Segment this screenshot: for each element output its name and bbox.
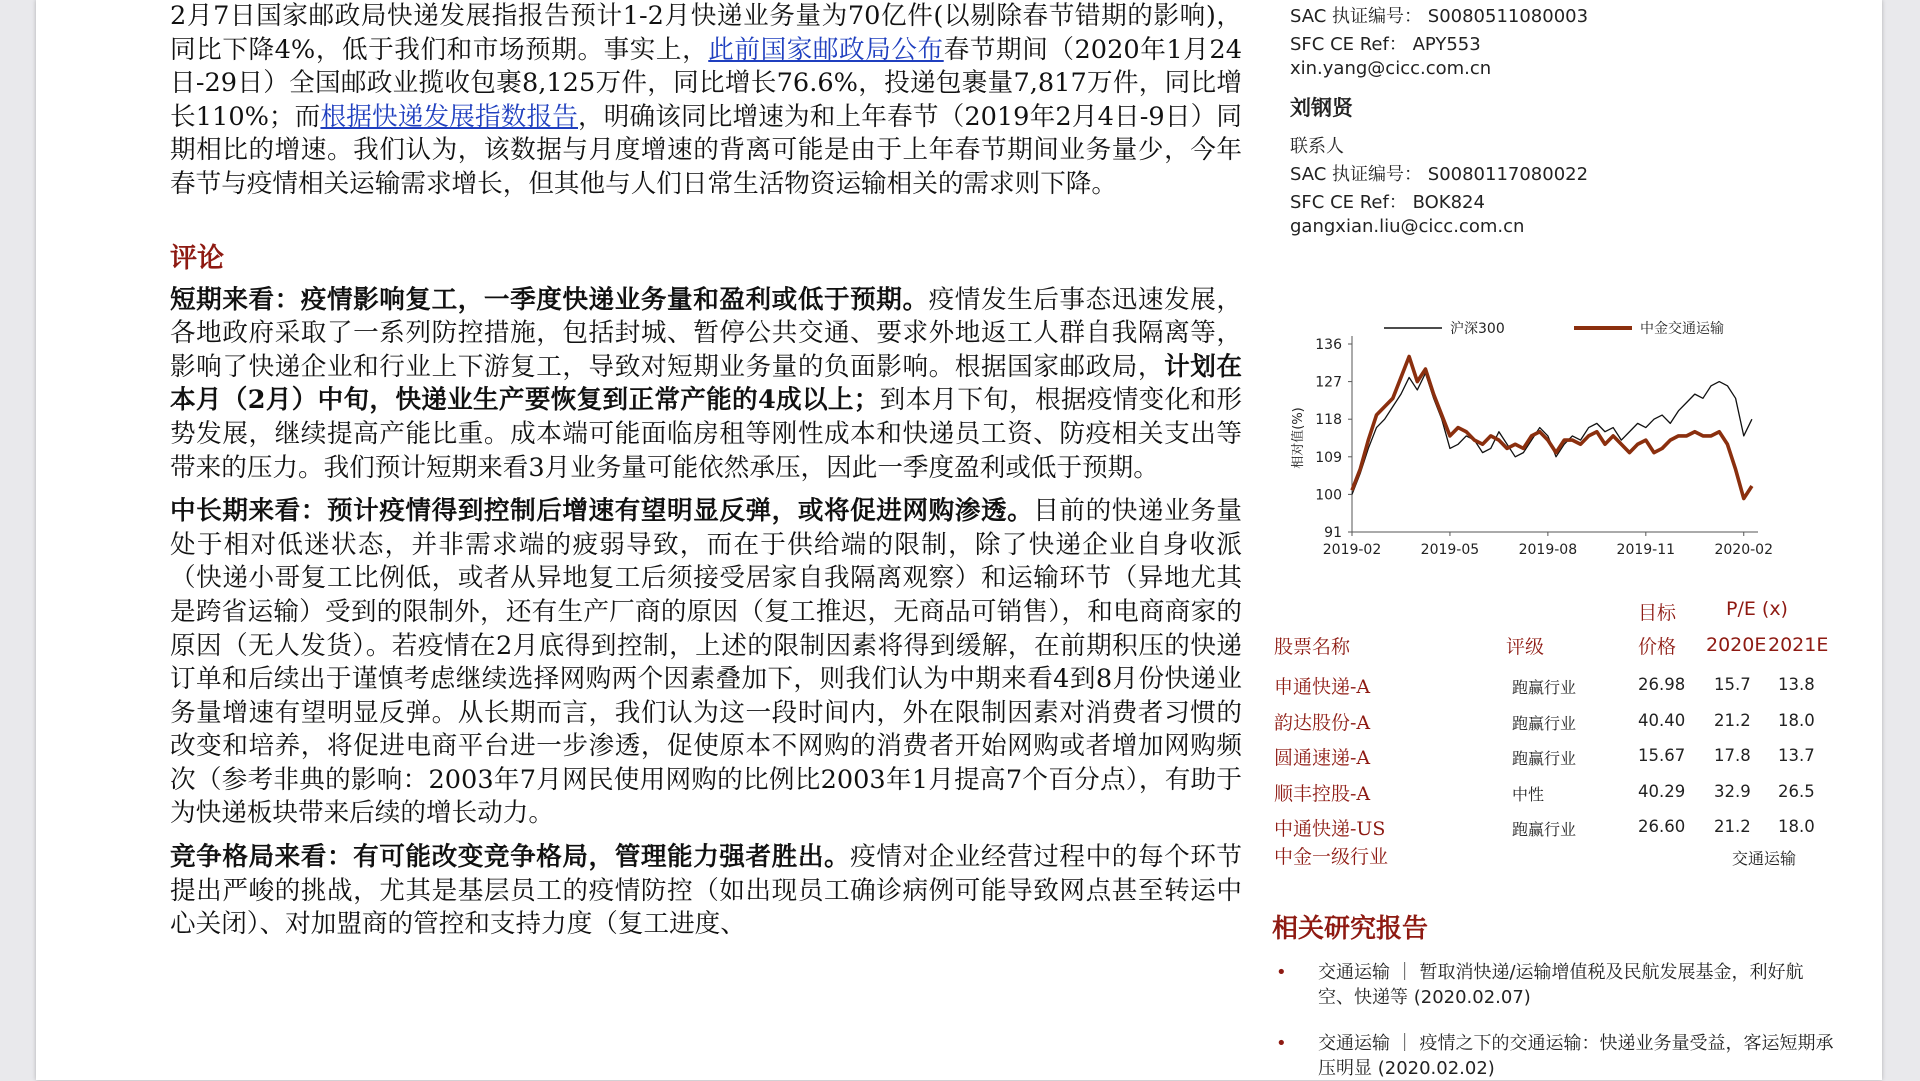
short-term-paragraph	[170, 284, 1242, 486]
cell-rating: 跑赢行业	[1512, 713, 1577, 733]
y-tick-label: 118	[1315, 412, 1342, 429]
header-target: 目标	[1638, 602, 1677, 624]
col-2021e: 2021E	[1768, 634, 1829, 656]
cell-rating: 跑赢行业	[1512, 820, 1577, 839]
short-term-lead: 短期来看：疫情影响复工，一季度快递业务量和盈利或低于预期。	[170, 284, 929, 315]
report-page	[36, 0, 1882, 1080]
intro-text-3: ，明确该同比增速为和上年春节（2019年2月4日-9日）同期相比的增速。我们认为，该数据与月度增速的背离可能是由于上年春节期间业务量少，今年春节与疫情相关运输需求增长，但其他与人们日常生活物资运输相关的需求则下降。	[170, 101, 1242, 199]
cell-pe2020: 32.9	[1714, 781, 1751, 801]
cell-rating: 中性	[1512, 784, 1545, 804]
short-term-text-1: 疫情发生后事态迅速发展，各地政府采取了一系列防控措施，包括封城、暂停公共交通、要求外地返工人群自我隔离等，影响了快递企业和行业上下游复工，导致对短期业务量的负面影响。根据国家邮政局，	[170, 284, 1242, 382]
industry-value: 交通运输	[1732, 849, 1797, 868]
link-post-office-announcement[interactable]: 此前国家邮政局公布	[708, 34, 944, 65]
industry-label: 中金一级行业	[1274, 846, 1389, 868]
x-tick-label: 2020-02	[1714, 542, 1773, 558]
x-tick-label: 2019-05	[1420, 542, 1480, 558]
cell-price: 26.60	[1638, 817, 1686, 836]
bullet-icon: •	[1276, 962, 1287, 983]
cell-name[interactable]: 圆通速递-A	[1274, 747, 1371, 769]
y-axis-label: 相对值(%)	[1291, 407, 1306, 469]
analyst1-sfc: SFC CE Ref： APY553	[1290, 34, 1481, 55]
y-tick-label: 136	[1315, 337, 1342, 353]
legend-label: 中金交通运输	[1640, 321, 1724, 337]
cell-price: 40.40	[1638, 710, 1686, 730]
y-tick-label: 91	[1324, 525, 1342, 541]
table-row	[1272, 779, 1832, 809]
competition-paragraph	[170, 841, 1242, 942]
cell-pe2020: 21.2	[1714, 817, 1751, 836]
legend-label: 沪深300	[1450, 321, 1505, 337]
x-tick-label: 2019-02	[1322, 542, 1382, 558]
analyst1-sac: SAC 执证编号： S0080511080003	[1290, 6, 1589, 27]
competition-lead: 竞争格局来看：有可能改变竞争格局，管理能力强者胜出。	[170, 842, 851, 873]
y-tick-label: 100	[1315, 487, 1342, 504]
cell-price: 15.67	[1638, 746, 1686, 765]
cell-pe2021: 18.0	[1778, 710, 1815, 730]
analyst1-email[interactable]: xin.yang@cicc.com.cn	[1290, 58, 1492, 79]
intro-paragraph	[170, 0, 1242, 202]
mid-long-term-lead: 中长期来看：预计疫情得到控制后增速有望明显反弹，或将促进网购渗透。	[170, 496, 1034, 527]
related-report-item[interactable]	[1276, 1031, 1836, 1081]
mid-long-term-text: 目前的快递业务量处于相对低迷状态，并非需求端的疲弱导致，而在于供给端的限制，除了快递企业自身收派（快递小哥复工比例低，或者从异地复工后须接受居家自我隔离观察）和运输环节（异地尤其是跨省运输）受到的限制外，还有生产厂商的原因（复工推迟，无商品可销售），和电商商家的原因（无人发货）。若疫情在2月底得到控制，上述的限制因素将得到缓解，在前期积压的快递订单和后续出于谨慎考虑继续选择网购两个因素叠加下，则我们认为中期来看4到8月份快递业务量增速有望明显反弹。从长期而言，我们认为这一段时间内，外在限制因素对消费者习惯的改变和培养，将促进电商平台进一步渗透，促使原本不网购的消费者开始网购或者增加网购频次（参考非典的影响：2003年7月网民使用网购的比例比2003年1月提高7个百分点），有助于为快递板块带来后续的增长动力。	[170, 496, 1242, 829]
cell-pe2020: 17.8	[1714, 746, 1751, 765]
cell-pe2020: 21.2	[1714, 710, 1751, 730]
related-report-text: 交通运输 ｜ 暂取消快递/运输增值税及民航发展基金，利好航空、快递等 (2020.02.07)	[1318, 962, 1804, 1008]
cell-pe2020: 15.7	[1714, 675, 1751, 694]
header-pe: P/E (x)	[1726, 598, 1788, 620]
x-tick-label: 2019-11	[1616, 542, 1676, 558]
short-term-text-2: 到本月下旬，根据疫情变化和形势发展，继续提高产能比重。成本端可能面临房租等刚性成本和快递员工资、防疫相关支出等带来的压力。我们预计短期来看3月业务量可能依然承压，因此一季度盈利或低于预期。	[170, 385, 1242, 483]
cell-rating: 跑赢行业	[1512, 749, 1577, 768]
related-reports-title: 相关研究报告	[1272, 914, 1429, 944]
intro-text-2: 春节期间（2020年1月24日-29日）全国邮政业揽收包裹8,125万件，同比增长76.6%，投递包裹量7,817万件，同比增长110%；而	[170, 34, 1242, 132]
cell-pe2021: 13.8	[1778, 675, 1815, 694]
table-row	[1272, 708, 1832, 738]
table-row	[1272, 743, 1832, 773]
cell-pe2021: 13.7	[1778, 746, 1815, 765]
analyst2-sfc: SFC CE Ref： BOK824	[1290, 192, 1485, 213]
performance-chart	[1254, 312, 1834, 574]
cell-name[interactable]: 顺丰控股-A	[1274, 782, 1371, 805]
short-term-bold-2: 计划在本月（2月）中旬，快递业生产要恢复到正常产能的4成以上；	[170, 351, 1242, 416]
table-row	[1272, 672, 1832, 702]
related-report-item[interactable]	[1276, 960, 1836, 1010]
col-rating: 评级	[1506, 636, 1545, 658]
section-heading-comment: 评论	[170, 242, 224, 274]
table-row	[1272, 814, 1832, 844]
col-2020e: 2020E	[1706, 634, 1767, 656]
y-tick-label: 109	[1315, 449, 1342, 466]
cell-name[interactable]: 中通快递-US	[1274, 818, 1386, 840]
cell-name[interactable]: 申通快递-A	[1274, 676, 1371, 698]
performance-chart-svg	[1254, 312, 1834, 574]
related-report-text: 交通运输 ｜ 疫情之下的交通运输：快递业务量受益，客运短期承压明显 (2020.02.02)	[1318, 1033, 1834, 1079]
bullet-icon: •	[1276, 1033, 1287, 1054]
cell-price: 40.29	[1638, 781, 1686, 801]
cell-pe2021: 26.5	[1778, 781, 1815, 801]
x-tick-label: 2019-08	[1518, 542, 1578, 558]
series-line-cicc-transport	[1352, 357, 1752, 499]
cell-pe2021: 18.0	[1778, 817, 1815, 836]
analyst2-email[interactable]: gangxian.liu@cicc.com.cn	[1290, 216, 1525, 237]
col-name: 股票名称	[1274, 636, 1351, 658]
cell-name[interactable]: 韵达股份-A	[1274, 711, 1371, 734]
intro-text-1: 2月7日国家邮政局快递发展指报告预计1-2月快递业务量为70亿件(以剔除春节错期的影响)，同比下降4%，低于我们和市场预期。事实上，	[170, 1, 1242, 65]
analyst2-role: 联系人	[1290, 136, 1344, 157]
cell-rating: 跑赢行业	[1512, 678, 1577, 697]
col-price: 价格	[1638, 636, 1677, 658]
analyst2-name: 刘钢贤	[1290, 95, 1353, 120]
link-express-index-report[interactable]: 根据快递发展指数报告	[320, 101, 578, 132]
mid-long-term-paragraph	[170, 495, 1242, 831]
analyst2-sac: SAC 执证编号： S0080117080022	[1290, 164, 1589, 185]
y-tick-label: 127	[1315, 374, 1342, 391]
cell-price: 26.98	[1638, 675, 1686, 694]
competition-text: 疫情对企业经营过程中的每个环节提出严峻的挑战，尤其是基层员工的疫情防控（如出现员工确诊病例可能导致网点甚至转运中心关闭）、对加盟商的管控和支持力度（复工进度、	[170, 842, 1242, 940]
main-column	[170, 0, 1242, 942]
